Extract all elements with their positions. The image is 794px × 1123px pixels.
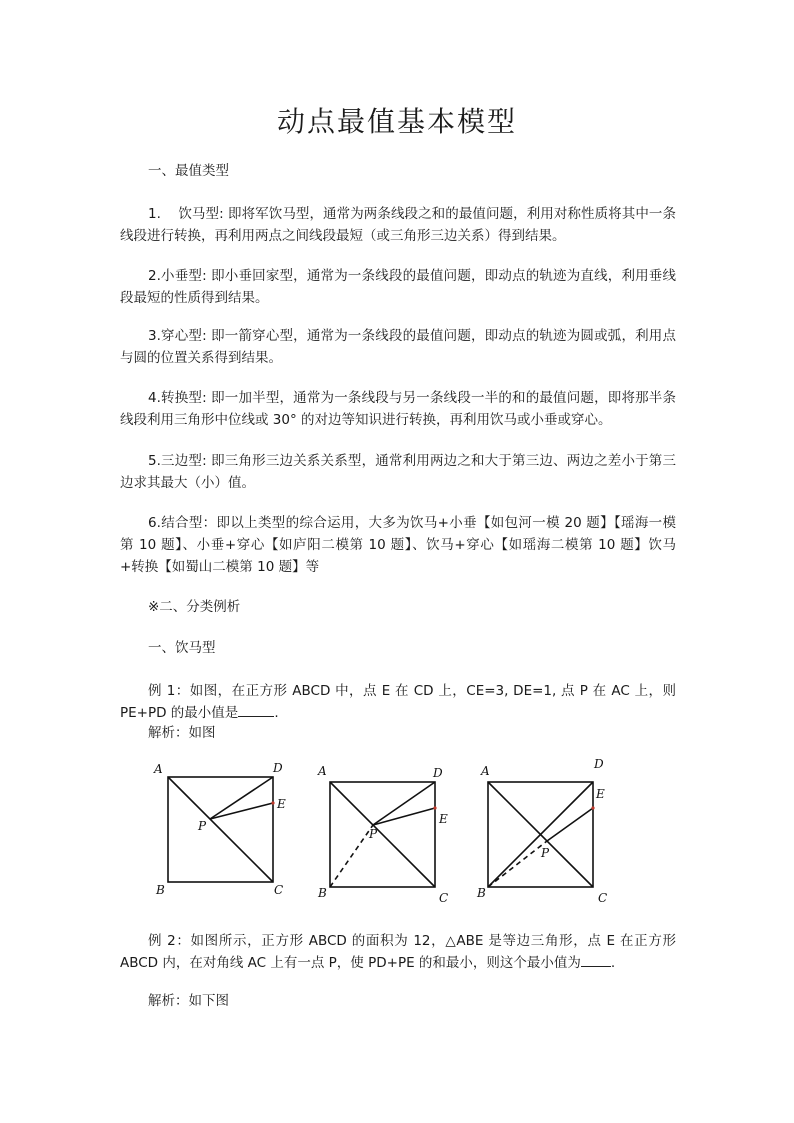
answer-blank	[238, 702, 274, 717]
fig1-line-pd	[210, 777, 273, 819]
item-4: 4.转换型: 即一加半型，通常为一条线段与另一条线段一半的和的最值问题，即将那半条线段利用三角形中位线或 30° 的对边等知识进行转换，再利用饮马或小垂或穿心。	[120, 390, 676, 428]
example2-text: 例 2：如图所示，正方形 ABCD 的面积为 12，△ABE 是等边三角形，点 E 在正方形 ABCD 内，在对角线 AC 上有一点 P，使 PD+PE 的和最小，则这个最小值为	[120, 933, 676, 971]
fig2-line-pd	[373, 782, 435, 825]
section2-subheading: 一、饮马型	[148, 640, 216, 656]
fig3-point-e	[591, 806, 594, 809]
fig2-label-d: D	[433, 766, 443, 780]
item-3: 3.穿心型: 即一箭穿心型，通常为一条线段的最值问题，即动点的轨迹为圆或弧，利用点与圆的位置关系得到结果。	[120, 328, 676, 366]
fig3-label-a: A	[481, 764, 490, 778]
section2-heading: ※二、分类例析	[148, 599, 241, 615]
example2-text-end: .	[610, 955, 616, 971]
fig1-line-pe	[210, 803, 273, 819]
page-title: 动点最值基本模型	[276, 105, 517, 138]
fig1-label-a: A	[154, 762, 163, 776]
fig1-diagonal	[168, 777, 273, 882]
square-figures	[140, 755, 640, 915]
fig3-label-d: D	[594, 757, 604, 771]
fig2-point-e	[433, 806, 436, 809]
example1-analysis: 解析：如图	[148, 725, 216, 741]
fig1-label-d: D	[273, 761, 283, 775]
fig1-label-c: C	[274, 883, 284, 897]
fig2-label-p: P	[369, 827, 378, 841]
example1-text-end: .	[274, 705, 279, 721]
example1-question	[120, 680, 676, 724]
item-2: 2.小垂型: 即小垂回家型，通常为一条线段的最值问题，即动点的轨迹为直线，利用垂线段最短的性质得到结果。	[120, 268, 676, 306]
fig1-point-e	[271, 801, 274, 804]
example1-text: 例 1：如图，在正方形 ABCD 中，点 E 在 CD 上，CE=3, DE=1, 点 P 在 AC 上，则 PE+PD 的最小值是	[120, 683, 676, 721]
fig1-label-p: P	[198, 819, 207, 833]
item-5: 5.三边型: 即三角形三边关系关系型，通常利用两边之和大于第三边、两边之差小于第三边求其最大（小）值。	[120, 453, 676, 491]
answer-blank	[581, 952, 611, 967]
fig2-line-pe	[373, 808, 435, 825]
fig3-dashed-line	[488, 841, 547, 887]
fig2-label-c: C	[439, 891, 449, 905]
item-1: 1. 饮马型: 即将军饮马型，通常为两条线段之和的最值问题，利用对称性质将其中一条线段进行转换，再利用两点之间线段最短（或三角形三边关系）得到结果。	[120, 206, 676, 244]
fig2-label-e: E	[439, 812, 448, 826]
fig1-label-e: E	[277, 797, 286, 811]
fig3-label-b: B	[477, 886, 486, 900]
fig2-dashed-line	[330, 825, 373, 887]
fig3-line-pe	[547, 808, 593, 841]
example2-question	[120, 930, 676, 974]
fig3-label-e: E	[596, 787, 605, 801]
fig1-label-b: B	[156, 883, 165, 897]
fig3-label-c: C	[598, 891, 608, 905]
fig2-label-b: B	[318, 886, 327, 900]
fig3-label-p: P	[541, 846, 550, 860]
item-6: 6.结合型：即以上类型的综合运用，大多为饮马+小垂【如包河一模 20 题】【瑶海一模第 10 题】、小垂+穿心【如庐阳二模第 10 题】、饮马+穿心【如瑶海二模第 10 题】饮马+转换【如蜀山二模第 10 题】等	[120, 515, 676, 575]
section1-heading: 一、最值类型	[148, 163, 229, 179]
fig2-label-a: A	[318, 764, 327, 778]
fig2-diagonal	[330, 782, 435, 887]
example2-analysis: 解析：如下图	[148, 993, 229, 1009]
